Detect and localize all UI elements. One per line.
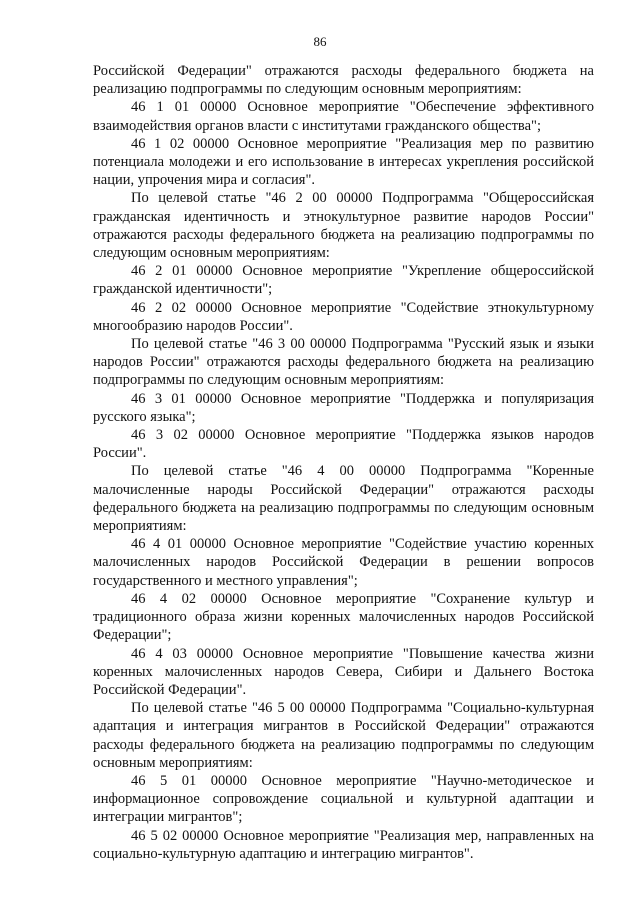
document-body (93, 62, 594, 863)
paragraph: 46 4 02 00000 Основное мероприятие "Сохранение культур и традиционного образа жизни коренных малочисленных народов Российской Федерации"; (93, 590, 594, 644)
paragraph: 46 1 01 00000 Основное мероприятие "Обеспечение эффективного взаимодействия органов власти с институтами гражданского общества"; (93, 99, 594, 134)
paragraph: 46 2 02 00000 Основное мероприятие "Содействие этнокультурному многообразию народов России". (93, 299, 594, 334)
paragraph: Российской Федерации" отражаются расходы федерального бюджета на реализацию подпрограммы по следующим основным мероприятиям: (93, 63, 594, 98)
page-number: 86 (313, 34, 327, 49)
paragraph: 46 3 01 00000 Основное мероприятие "Поддержка и популяризация русского языка"; (93, 390, 594, 425)
paragraph: 46 1 02 00000 Основное мероприятие "Реализация мер по развитию потенциала молодежи и его использование в интересах укрепления российской нации, упрочения мира и согласия". (93, 135, 594, 189)
paragraph: 46 5 02 00000 Основное мероприятие "Реализация мер, направленных на социально-культурную адаптацию и интеграцию мигрантов". (93, 827, 594, 862)
paragraph: По целевой статье "46 2 00 00000 Подпрограмма "Общероссийская гражданская идентичность и этнокультурное развитие народов России" отражаются расходы федерального бюджета на реализацию подпрограммы по следующим основным мероприятиям: (93, 190, 594, 262)
paragraph: 46 2 01 00000 Основное мероприятие "Укрепление общероссийской гражданской идентичности"; (93, 263, 594, 298)
paragraph: 46 4 03 00000 Основное мероприятие "Повышение качества жизни коренных малочисленных народов Севера, Сибири и Дальнего Востока Российской Федерации". (93, 645, 594, 698)
paragraph: 46 4 01 00000 Основное мероприятие "Содействие участию коренных малочисленных народов Российской Федерации в решении вопросов государственного и местного управления"; (93, 536, 594, 589)
paragraph: 46 3 02 00000 Основное мероприятие "Поддержка языков народов России". (93, 427, 594, 462)
paragraph: По целевой статье "46 4 00 00000 Подпрограмма "Коренные малочисленные народы Российской Федерации" отражаются расходы федерального бюджета на реализацию подпрограммы по следующим основным мероприятиям: (93, 463, 594, 535)
paragraph: 46 5 01 00000 Основное мероприятие "Научно-методическое и информационное сопровождение социальной и культурной адаптации и интеграции мигрантов"; (93, 772, 594, 826)
paragraph: По целевой статье "46 3 00 00000 Подпрограмма "Русский язык и языки народов России" отражаются расходы федерального бюджета на реализацию подпрограммы по следующим основным мероприятиям: (93, 336, 594, 389)
paragraph: По целевой статье "46 5 00 00000 Подпрограмма "Социально-культурная адаптация и интеграция мигрантов в Российской Федерации" отражаются расходы федерального бюджета на реализацию подпрограммы по следующим основным мероприятиям: (93, 700, 594, 771)
